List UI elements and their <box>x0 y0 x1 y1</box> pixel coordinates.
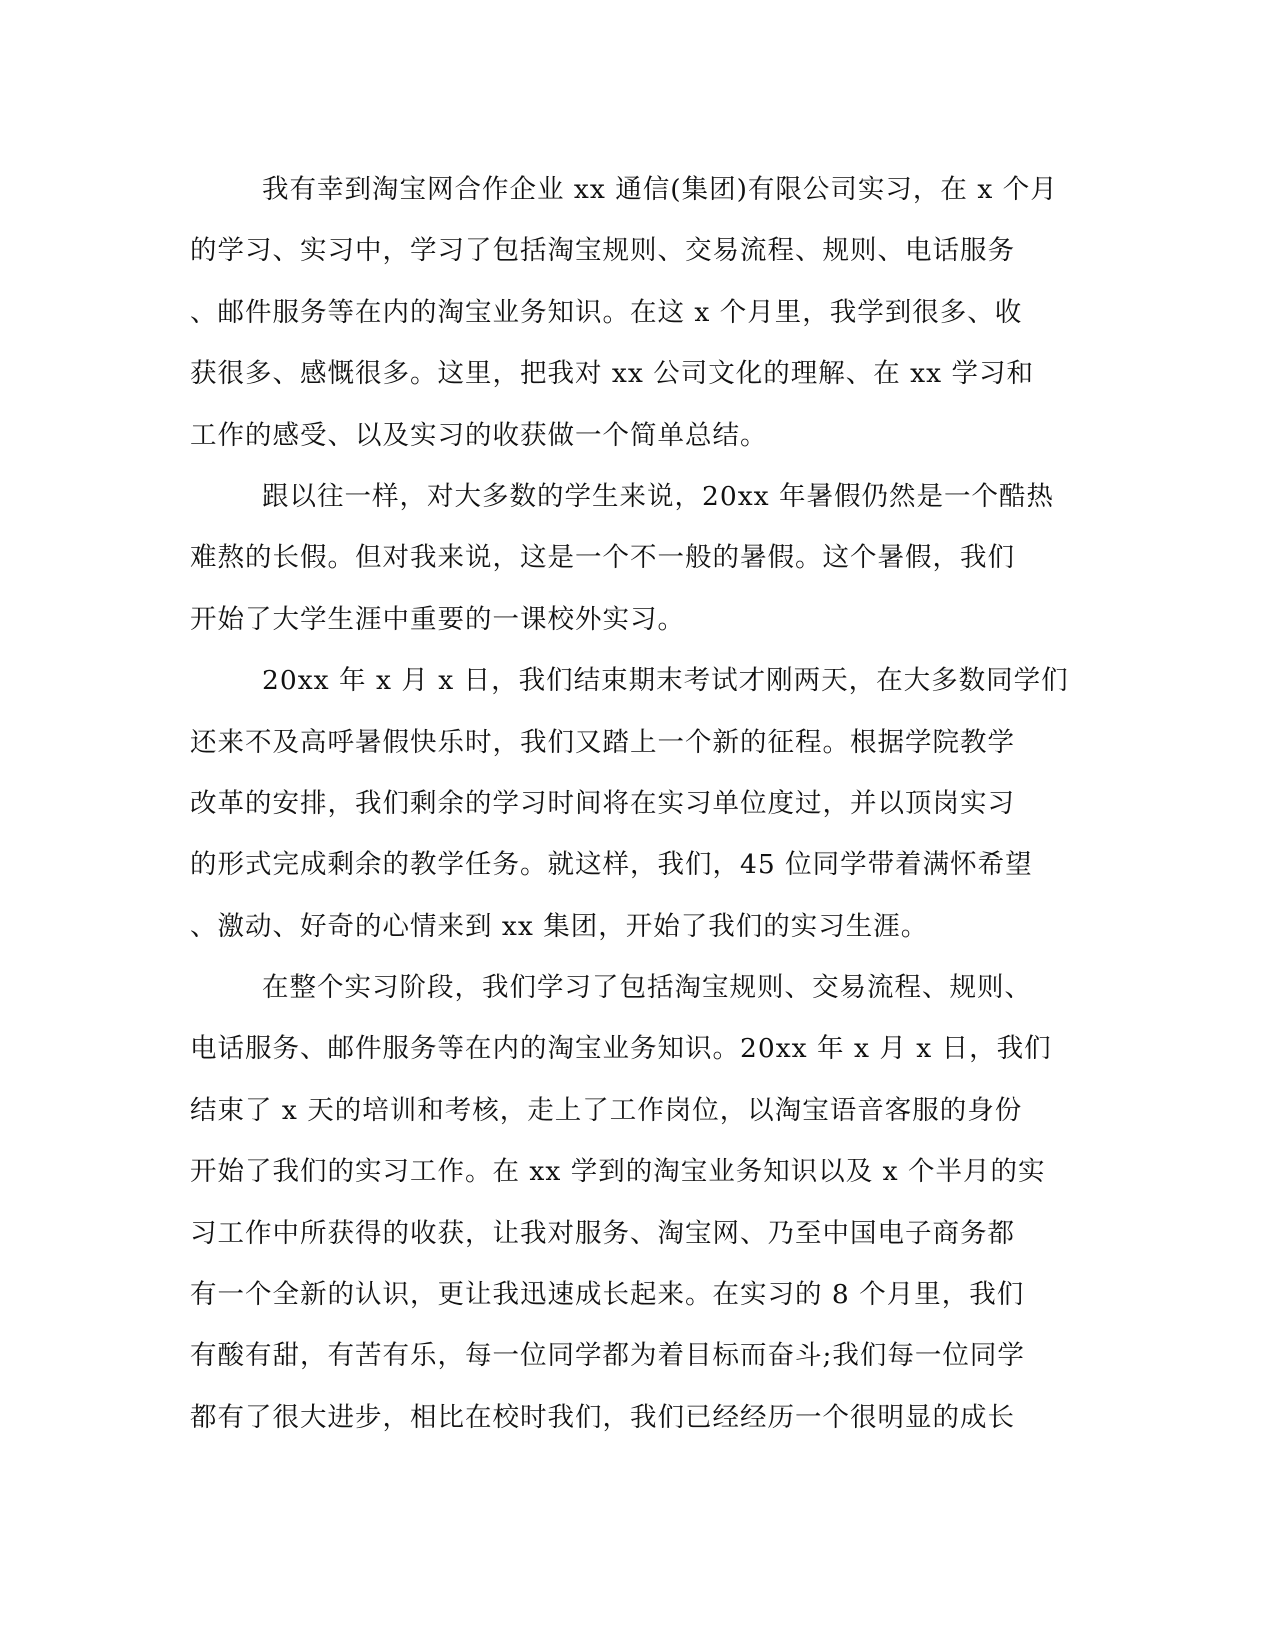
line-10: 还来不及高呼暑假快乐时，我们又踏上一个新的征程。根据学院教学 <box>190 726 1015 758</box>
line-14: 在整个实习阶段，我们学习了包括淘宝规则、交易流程、规则、 <box>262 972 1032 1004</box>
line-11: 改革的安排，我们剩余的学习时间将在实习单位度过，并以顶岗实习 <box>190 787 1015 819</box>
line-1: 我有幸到淘宝网合作企业 xx 通信(集团)有限公司实习，在 x 个月 <box>262 174 1058 205</box>
line-9: 20xx 年 x 月 x 日，我们结束期末考试才刚两天，在大多数同学们 <box>262 665 1069 697</box>
line-8: 开始了大学生涯中重要的一课校外实习。 <box>190 603 685 635</box>
line-3: 、邮件服务等在内的淘宝业务知识。在这 x 个月里，我学到很多、收 <box>190 296 1023 328</box>
line-4: 获很多、感慨很多。这里，把我对 xx 公司文化的理解、在 xx 学习和 <box>190 358 1034 390</box>
line-7: 难熬的长假。但对我来说，这是一个不一般的暑假。这个暑假，我们 <box>190 542 1015 574</box>
document-body <box>190 164 1090 1453</box>
line-17: 开始了我们的实习工作。在 xx 学到的淘宝业务知识以及 x 个半月的实 <box>190 1156 1046 1188</box>
line-16: 结束了 x 天的培训和考核，走上了工作岗位，以淘宝语音客服的身份 <box>190 1094 1023 1126</box>
line-2: 的学习、实习中，学习了包括淘宝规则、交易流程、规则、电话服务 <box>190 235 1015 267</box>
line-15: 电话服务、邮件服务等在内的淘宝业务知识。20xx 年 x 月 x 日，我们 <box>190 1033 1052 1065</box>
line-13: 、激动、好奇的心情来到 xx 集团，开始了我们的实习生涯。 <box>190 910 929 942</box>
line-5: 工作的感受、以及实习的收获做一个简单总结。 <box>190 419 768 451</box>
line-18: 习工作中所获得的收获，让我对服务、淘宝网、乃至中国电子商务都 <box>190 1217 1015 1249</box>
line-6: 跟以往一样，对大多数的学生来说，20xx 年暑假仍然是一个酷热 <box>262 480 1055 512</box>
line-21: 都有了很大进步，相比在校时我们，我们已经经历一个很明显的成长 <box>190 1401 1015 1433</box>
line-20: 有酸有甜，有苦有乐，每一位同学都为着目标而奋斗;我们每一位同学 <box>190 1340 1025 1372</box>
line-12: 的形式完成剩余的教学任务。就这样，我们，45 位同学带着满怀希望 <box>190 849 1033 881</box>
line-19: 有一个全新的认识，更让我迅速成长起来。在实习的 8 个月里，我们 <box>190 1279 1025 1311</box>
